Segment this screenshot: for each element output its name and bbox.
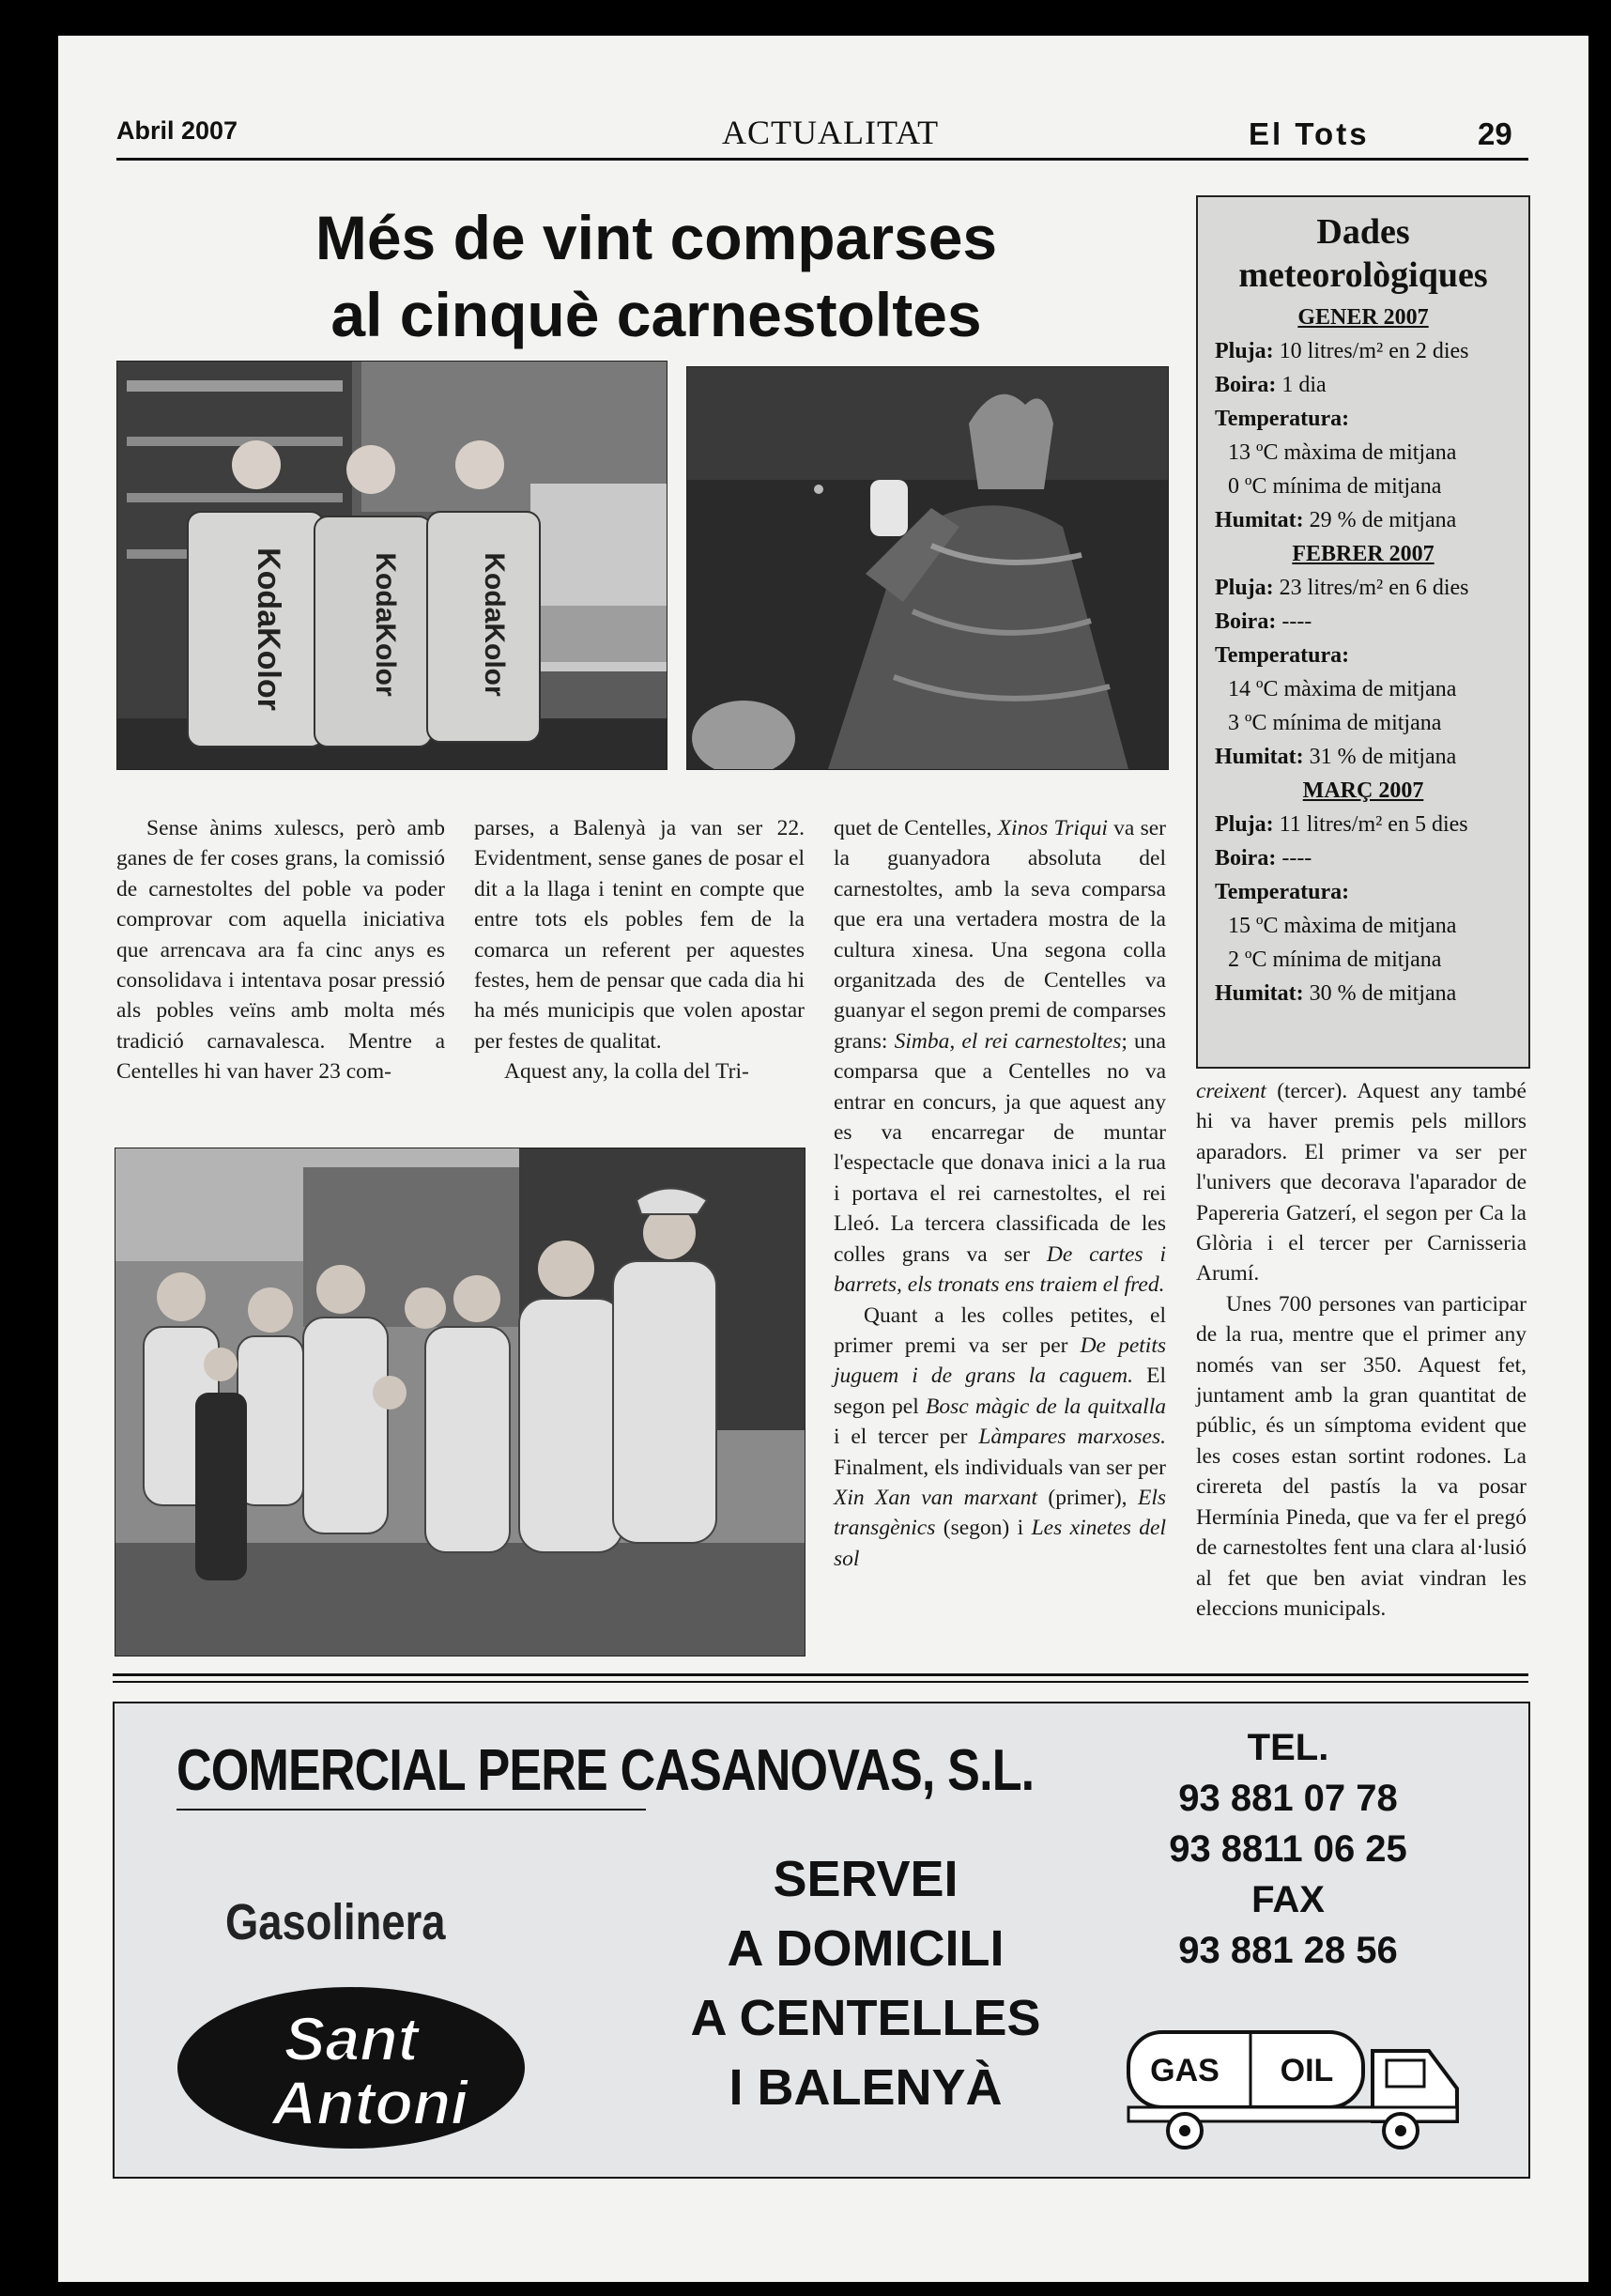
col2-paragraph-2: Aquest any, la colla del Tri- xyxy=(504,1059,749,1085)
logo-text-antoni: Antoni xyxy=(271,2068,468,2137)
temp-min: 0 ºC mínima de mitjana xyxy=(1228,474,1442,499)
article-headline xyxy=(116,199,1196,353)
page-number: 29 xyxy=(1478,116,1512,151)
fog-row: Boira: ---- xyxy=(1215,609,1312,634)
temp-label: Temperatura: xyxy=(1215,407,1350,431)
temp-label: Temperatura: xyxy=(1215,880,1350,904)
photo-performer-illustration xyxy=(687,367,1168,769)
service-line-4: I BALENYÀ xyxy=(729,2059,1003,2116)
ad-service-text xyxy=(621,1844,1110,2122)
rain-row: Pluja: 10 litres/m² en 2 dies xyxy=(1215,339,1469,363)
col4-paragraph-2: Unes 700 persones van participar de la rua, mentre que el primer any només van ser 350. Aquest fet, juntament amb la gran quantitat de públic, és un símptoma evident que les coses estan sortint rodones. La cirereta del pastís la va posar Hermínia Pineda, que va fer el pregó de carnestoltes fent una clara al·lusió al fet que ben aviat vindran les eleccions municipals. xyxy=(1196,1291,1527,1621)
article-column-1 xyxy=(116,813,445,1087)
weather-data-sidebar xyxy=(1196,195,1530,1069)
temp-max: 14 ºC màxima de mitjana xyxy=(1228,677,1457,701)
rain-row: Pluja: 11 litres/m² en 5 dies xyxy=(1215,812,1468,837)
photo-kodakolor-costumes xyxy=(116,361,667,770)
temp-min: 2 ºC mínima de mitjana xyxy=(1228,948,1442,972)
month-name: GENER 2007 xyxy=(1297,305,1429,330)
temp-max: 13 ºC màxima de mitjana xyxy=(1228,440,1457,465)
fog-row: Boira: 1 dia xyxy=(1215,373,1327,397)
col1-paragraph-1: Sense ànims xulescs, però amb ganes de fer coses grans, la comissió de carnestoltes del poble va poder comprovar com aquella iniciativa que arrencava ara fa cinc anys es consolidava i intentava posar pressió als pobles veïns amb molta més tradició carnavalesca. Mentre a Centelles hi van haver 23 com- xyxy=(116,816,445,1085)
sidebar-body xyxy=(1198,297,1528,1010)
fog-row: Boira: ---- xyxy=(1215,846,1312,871)
headline-line-2: al cinquè carnestoltes xyxy=(330,280,982,349)
sidebar-title-line-1: Dades xyxy=(1316,212,1410,252)
article-column-4 xyxy=(1196,1076,1527,1624)
ad-contact xyxy=(1100,1722,1476,1976)
article-column-3 xyxy=(834,813,1166,1574)
ad-separator-rule-2 xyxy=(113,1681,1528,1683)
humidity-row: Humitat: 30 % de mitjana xyxy=(1215,981,1457,1006)
publication-name: El Tots xyxy=(1249,116,1370,151)
photo-group-comparsa xyxy=(115,1148,806,1657)
sant-antoni-logo xyxy=(163,1974,567,2162)
headline-line-1: Més de vint comparses xyxy=(315,203,998,272)
ad-gasolinera: Gasolinera xyxy=(225,1894,446,1950)
humidity-row: Humitat: 29 % de mitjana xyxy=(1215,508,1457,532)
rain-row: Pluja: 23 litres/m² en 6 dies xyxy=(1215,576,1469,600)
col2-paragraph-1: parses, a Balenyà ja van ser 22. Evidentment, sense ganes de posar el dit a la llaga i tenint en compte que entre tots els pobles fem de la comarca un referent per aquestes festes, hem de pensar que cada dia hi ha més municipis que volen apostar per festes de qualitat. xyxy=(474,816,805,1054)
header-rule xyxy=(116,158,1528,161)
section-title: ACTUALITAT xyxy=(722,114,940,151)
fax-number: 93 881 28 56 xyxy=(1178,1930,1398,1971)
sidebar-title xyxy=(1198,210,1528,297)
service-line-3: A CENTELLES xyxy=(690,1990,1041,2046)
col4-paragraph-1: creixent (tercer). Aquest any també hi va haver premis pels millors aparadors. El primer va ser per l'univers que decorava l'aparador de Papereria Gatzerí, el segon per Ca la Glòria i el tercer per Carnisseria Arumí. xyxy=(1196,1079,1527,1287)
costume-label-2: KodaKolor xyxy=(370,552,401,697)
col3-paragraph-1: quet de Centelles, Xinos Triqui va ser la guanyadora absoluta del carnestoltes, amb la seva comparsa que era una vertadera mostra de la cultura xinesa. Una segona colla organitzada des de Centelles va guanyar el segon premi de comparses grans: Simba, el rei carnestoltes; una comparsa que a Centelles no va entrar en concurs, ja que aquest any es va encarregar de muntar l'espectacle que donava inici a la rua i portava el rei carnestoltes, el rei Lleó. La tercera classificada de les colles grans va ser De cartes i barrets, els tronats ens traiem el fred. xyxy=(834,816,1166,1298)
month-name: MARÇ 2007 xyxy=(1302,778,1424,803)
temp-max: 15 ºC màxima de mitjana xyxy=(1228,914,1457,938)
photo-masked-performer xyxy=(686,366,1169,770)
month-block-gener xyxy=(1215,300,1511,537)
month-name: FEBRER 2007 xyxy=(1292,542,1435,566)
temp-label: Temperatura: xyxy=(1215,643,1350,668)
tel-number-2: 93 8811 06 25 xyxy=(1169,1828,1407,1870)
truck-label-oil: OIL xyxy=(1280,2053,1334,2088)
ad-company-underline xyxy=(176,1809,646,1811)
costume-label-1: KodaKolor xyxy=(251,547,286,711)
ad-separator-rule-1 xyxy=(113,1673,1528,1676)
sidebar-title-line-2: meteorològiques xyxy=(1238,255,1488,295)
month-block-febrer xyxy=(1215,537,1511,774)
humidity-row: Humitat: 31 % de mitjana xyxy=(1215,745,1457,769)
tel-number-1: 93 881 07 78 xyxy=(1178,1778,1398,1819)
fuel-truck-icon xyxy=(1119,2013,1476,2154)
tel-label: TEL. xyxy=(1247,1727,1329,1768)
article-column-2 xyxy=(474,813,805,1087)
fax-label: FAX xyxy=(1251,1879,1325,1920)
col3-paragraph-2: Quant a les colles petites, el primer premi va ser per De petits juguem i de grans la caguem. El segon pel Bosc màgic de la quitxalla i el tercer per Làmpares marxoses. Finalment, els individuals van ser per Xin Xan van marxant (primer), Els transgènics (segon) i Les xinetes del sol xyxy=(834,1302,1167,1571)
temp-min: 3 ºC mínima de mitjana xyxy=(1228,711,1442,735)
ad-company-name: COMERCIAL PERE CASANOVAS, S.L. xyxy=(176,1738,1035,1803)
issue-date: Abril 2007 xyxy=(116,116,238,145)
page-header xyxy=(116,116,1528,160)
costume-label-3: KodaKolor xyxy=(479,552,510,697)
logo-text-sant: Sant xyxy=(284,2004,419,2073)
service-line-1: SERVEI xyxy=(773,1851,959,1907)
photo-group-illustration xyxy=(115,1148,805,1656)
truck-label-gas: GAS xyxy=(1150,2053,1220,2088)
advertisement-pere-casanovas xyxy=(113,1702,1530,2179)
month-block-marc xyxy=(1215,774,1511,1010)
photo-kodakolor-illustration xyxy=(117,362,667,769)
service-line-2: A DOMICILI xyxy=(727,1920,1005,1977)
